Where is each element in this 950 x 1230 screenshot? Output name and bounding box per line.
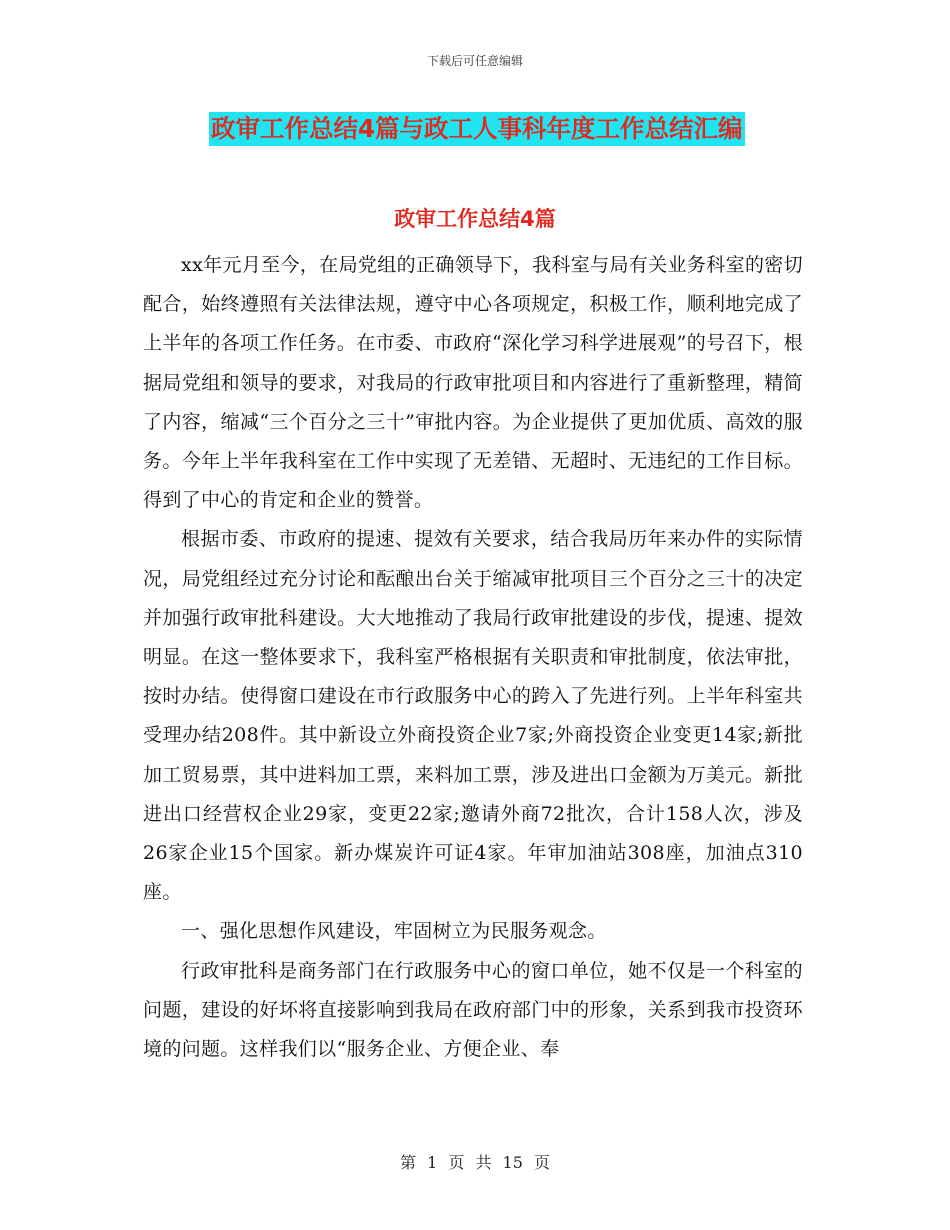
paragraph: 行政审批科是商务部门在行政服务中心的窗口单位，她不仅是一个科室的问题，建设的好坏将直接影响到我局在政府部门中的形象，关系到我市投资环境的问题。这样我们以“服务企业、方便企业、奉: [143, 959, 803, 1061]
document-title: 政审工作总结4篇与政工人事科年度工作总结汇编: [209, 112, 745, 146]
body-text: [143, 246, 803, 1069]
header-note: 下载后可任意编辑: [426, 54, 523, 68]
page-footer: 第 1 页 共 15 页: [400, 1153, 550, 1172]
paragraph: 根据市委、市政府的提速、提效有关要求，结合我局历年来办件的实际情况，局党组经过充分讨论和酝酿出台关于缩减审批项目三个百分之三十的决定并加强行政审批科建设。大大地推动了我局行政审批建设的步伐，提速、提效明显。在这一整体要求下，我科室严格根据有关职责和审批制度，依法审批，按时办结。使得窗口建设在市行政服务中心的跨入了先进行列。上半年科室共受理办结208件。其中新设立外商投资企业7家;外商投资企业变更14家;新批加工贸易票，其中进料加工票，来料加工票，涉及进出口金额为万美元。新批进出口经营权企业29家，变更22家;邀请外商72批次，合计158人次，涉及26家企业15个国家。新办煤炭许可证4家。年审加油站308座，加油点310座。: [143, 528, 803, 904]
paragraph-heading: 一、强化思想作风建设，牢固树立为民服务观念。: [181, 920, 607, 943]
section-title: 政审工作总结4篇: [394, 207, 556, 231]
paragraph: xx年元月至今，在局党组的正确领导下，我科室与局有关业务科室的密切配合，始终遵照有关法律法规，遵守中心各项规定，积极工作，顺利地完成了上半年的各项工作任务。在市委、市政府“深化学习科学进展观”的号召下，根据局党组和领导的要求，对我局的行政审批项目和内容进行了重新整理，精简了内容，缩减“三个百分之三十”审批内容。为企业提供了更加优质、高效的服务。今年上半年我科室在工作中实现了无差错、无超时、无违纪的工作目标。得到了中心的肯定和企业的赞誉。: [143, 254, 803, 512]
